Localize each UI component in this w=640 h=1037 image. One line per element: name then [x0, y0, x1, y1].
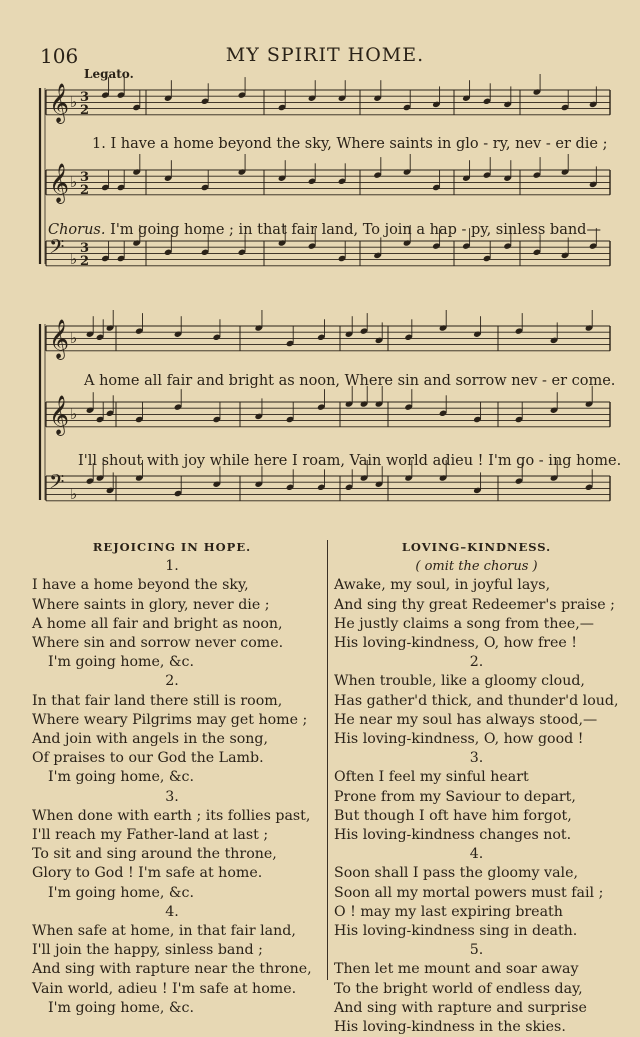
verse-line: His loving-kindness changes not.	[334, 827, 572, 844]
verse-line: Where saints in glory, never die ;	[32, 596, 270, 613]
lyric-line-chorus	[48, 222, 601, 238]
lyric-line-1: 1. I have a home beyond the sky, Where saints in glo - ry, nev - er die ;	[92, 136, 608, 152]
flat-sign-icon: ♭	[70, 329, 78, 347]
music-system-1	[36, 82, 614, 312]
time-signature: 3	[80, 90, 90, 105]
treble-clef-icon: 𝄞	[49, 163, 70, 203]
verse-number: 3.	[165, 788, 179, 805]
verse-line: His loving-kindness, O, how free !	[334, 635, 578, 652]
lyric-line-2: A home all fair and bright as noon, Where sin and sorrow nev - er come.	[84, 373, 616, 389]
verse-line: Soon shall I pass the gloomy vale,	[334, 865, 578, 882]
verse-number: 1.	[165, 558, 179, 575]
bass-clef-icon: 𝄢	[49, 235, 65, 263]
time-signature: 3	[80, 241, 90, 256]
time-signature: 2	[80, 254, 90, 269]
verse-line: I have a home beyond the sky,	[32, 577, 249, 594]
score-system-1	[36, 82, 614, 312]
music-system-2	[36, 316, 622, 526]
hymn-rejoicing-in-hope	[32, 538, 312, 1018]
flat-sign-icon: ♭	[70, 93, 78, 111]
verse-refrain: I'm going home, &c.	[48, 654, 194, 671]
flat-sign-icon: ♭	[70, 250, 78, 268]
column-divider	[327, 540, 328, 980]
treble-clef-icon: 𝄞	[49, 319, 70, 359]
verse-line: He justly claims a song from thee,—	[334, 615, 594, 632]
score-system-2	[36, 316, 614, 526]
verse-line: A home all fair and bright as noon,	[32, 615, 283, 632]
verse-line: Soon all my mortal powers must fail ;	[334, 884, 604, 901]
verse-line: Has gather'd thick, and thunder'd loud,	[334, 692, 619, 709]
verse-line: Glory to God ! I'm safe at home.	[32, 865, 263, 882]
page-number: 106	[40, 44, 79, 68]
verse-line: In that fair land there still is room,	[32, 692, 283, 709]
verse-line: To the bright world of endless day,	[334, 980, 583, 997]
verse-line: When trouble, like a gloomy cloud,	[334, 673, 585, 690]
verse-line: Awake, my soul, in joyful lays,	[334, 577, 551, 594]
verse-line: To sit and sing around the throne,	[32, 846, 277, 863]
verse-refrain: I'm going home, &c.	[48, 999, 194, 1016]
time-signature: 3	[80, 170, 90, 185]
verse-line: When safe at home, in that fair land,	[32, 923, 296, 940]
verse-line: His loving-kindness in the skies.	[334, 1019, 566, 1036]
verse-refrain: I'm going home, &c.	[48, 884, 194, 901]
flat-sign-icon: ♭	[70, 173, 78, 191]
time-signature: 2	[80, 183, 90, 198]
verse-line: But though I oft have him forgot,	[334, 807, 572, 824]
hymn-title: REJOICING IN HOPE.	[92, 540, 252, 554]
treble-clef-icon: 𝄞	[49, 395, 70, 435]
verse-line: Then let me mount and soar away	[334, 961, 579, 978]
verse-line: Where weary Pilgrims may get home ;	[32, 711, 308, 728]
lyric-line-3: I'll shout with joy while here I roam, Vain world adieu ! I'm go - ing home.	[78, 453, 622, 469]
verse-line: He near my soul has always stood,—	[334, 711, 598, 728]
verse-number: 2.	[165, 673, 179, 690]
verse-refrain: I'm going home, &c.	[48, 769, 194, 786]
chorus-lyric: I'm going home ; in that fair land, To join a hap - py, sinless band—	[105, 222, 601, 238]
verse-line: O ! may my last expiring breath	[334, 903, 563, 920]
verse-line: And sing with rapture and surprise	[334, 999, 587, 1016]
chorus-label: Chorus.	[48, 222, 106, 238]
verse-number: 3.	[469, 750, 484, 767]
verse-line: I'll join the happy, sinless band ;	[32, 942, 263, 959]
verse-number: 4.	[469, 846, 484, 863]
verse-line: When done with earth ; its follies past,	[32, 807, 311, 824]
bass-clef-icon: 𝄢	[49, 470, 65, 498]
time-signature: 2	[80, 103, 90, 118]
verse-line: And sing thy great Redeemer's praise ;	[334, 596, 615, 613]
verse-line: I'll reach my Father-land at last ;	[32, 827, 269, 844]
verse-line: His loving-kindness sing in death.	[334, 923, 578, 940]
treble-clef-icon: 𝄞	[49, 83, 70, 123]
verse-line: Vain world, adieu ! I'm safe at home.	[32, 980, 297, 997]
verse-line: Where sin and sorrow never come.	[32, 635, 284, 652]
verse-line: Often I feel my sinful heart	[334, 769, 529, 786]
verse-line: And sing with rapture near the throne,	[32, 961, 312, 978]
page-title: MY SPIRIT HOME.	[225, 44, 425, 66]
hymn-title: LOVING–KINDNESS.	[401, 540, 552, 554]
verse-line: His loving-kindness, O, how good !	[334, 731, 584, 748]
tempo-marking: Legato.	[84, 67, 134, 81]
hymn-loving-kindness	[334, 538, 619, 1037]
hymn-note: ( omit the chorus )	[415, 559, 538, 575]
verse-line: And join with angels in the song,	[32, 731, 269, 748]
flat-sign-icon: ♭	[70, 405, 78, 423]
verse-number: 5.	[469, 942, 484, 959]
verse-line: Of praises to our God the Lamb.	[32, 750, 264, 767]
verse-line: Prone from my Saviour to depart,	[334, 788, 576, 805]
verse-number: 2.	[469, 654, 484, 671]
verse-number: 4.	[165, 903, 179, 920]
flat-sign-icon: ♭	[70, 485, 78, 503]
